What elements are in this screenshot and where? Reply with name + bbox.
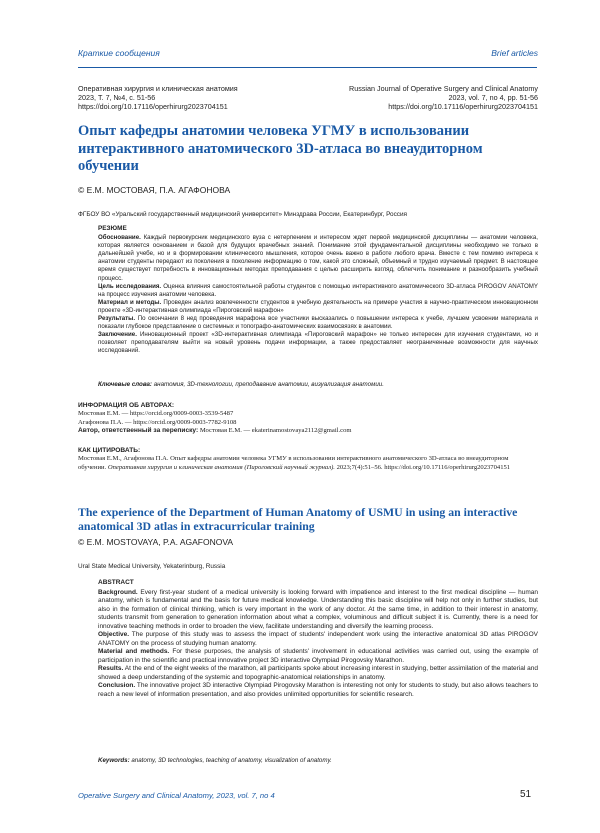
footer-journal: Operative Surgery and Clinical Anatomy, 2023, vol. 7, no 4 xyxy=(78,791,275,800)
header-divider xyxy=(78,67,537,68)
abstract-paragraph: Цель исследования. Оценка влияния самостоятельной работы студентов с помощью интерактивного анатомического 3D-атласа PIROGOV ANATOMY на процесс изучения анатомии человека. xyxy=(98,282,539,298)
article-title-ru: Опыт кафедры анатомии человека УГМУ в использовании интерактивного анатомического 3D-атласа во внеаудиторном обучении xyxy=(78,123,483,174)
journal-info-ru xyxy=(78,84,238,111)
abstract-paragraph: Conclusion. The innovative project 3D interactive Olympiad Pirogovsky Marathon is interesting not only for students to study, but also allows teachers to reach a new level of information presentation, and also provides unlimited opportunities for scientific research. xyxy=(98,682,538,698)
journal-issue-ru: 2023, Т. 7, №4, с. 51-56 xyxy=(78,93,156,102)
journal-doi-ru[interactable]: https://doi.org/10.17116/operhirurg2023704151 xyxy=(78,102,228,111)
affiliation-ru: ФГБОУ ВО «Уральский государственный медицинский университет» Минздрава России, Екатеринбург, Россия xyxy=(78,211,408,218)
keywords-en: Keywords: anatomy, 3D technologies, teaching of anatomy, visualization of anatomy. xyxy=(98,757,332,764)
authors-info xyxy=(78,402,538,436)
abstract-paragraph: Материал и методы. Проведен анализ вовлеченности студентов в учебную деятельность на примере участия в научно-практическом инновационном проекте «3D-интерактивная олимпиада «Пироговский марафон» xyxy=(98,298,538,314)
abstract-paragraph: Результаты. По окончании 8 нед проведения марафона все участники высказались о повышении интереса к учебе, лучшем усвоении материала и показали глубокое представление о системных и топографо-анатомических взаимосвязях в анатомии. xyxy=(98,315,538,331)
cite-header: КАК ЦИТИРОВАТЬ: xyxy=(78,447,141,454)
journal-doi-en[interactable]: https://doi.org/10.17116/operhirurg2023704151 xyxy=(388,102,538,111)
authors-info-header: ИНФОРМАЦИЯ ОБ АВТОРАХ: xyxy=(78,402,175,409)
keywords-ru: Ключевые слова: анатомия, 3D-технологии, преподавание анатомии, визуализация анатомии. xyxy=(98,381,384,388)
journal-info-en xyxy=(349,84,538,111)
affiliation-en: Ural State Medical University, Yekaterinburg, Russia xyxy=(78,563,226,570)
abstract-paragraph: Заключение. Инновационный проект «3D-интерактивная олимпиада «Пироговский марафон» не только интересен для изучения студентами, но и позволяет преподавателям выйти на новый уровень подачи информации, а также предоставляет неограниченные возможности для научных исследований. xyxy=(98,331,538,355)
abstract-header-en: ABSTRACT xyxy=(98,579,134,586)
abstract-paragraph: Обоснование. Каждый первокурсник медицинского вуза с нетерпением и интересом ждет первой медицинской дисциплины — анатомии человека, которая является основанием и базой для будущих врачебных знаний. Понимание этой фундаментальной дисциплины необходимо не только в дальнейшей учебе, но и в формировании клинического мышления, которое очень важно в работе любого врача. Вместе с тем помимо интереса к анатомии студенты передают из поколения в поколение информацию о том, какой это сложный, объемный и трудно изучаемый предмет. В настоящее время существует потребность в инновационных методах преподавания с целью расширить взгляд, облегчить понимание и разнообразить учебный процесс. xyxy=(98,234,538,282)
author-orcid: Агафонова П.А. — https://orcid.org/0009-0003-7782-9108 xyxy=(78,418,237,426)
abstract-ru xyxy=(98,225,538,356)
journal-issue-en: 2023, vol. 7, no 4, pp. 51-56 xyxy=(448,93,538,102)
section-label: Краткие сообщения xyxy=(78,48,160,58)
abstract-paragraph: Objective. The purpose of this study was to assess the impact of students' independent work using the interactive anatomical 3D atlas PIROGOV ANATOMY on the process of studying human anatomy. xyxy=(98,631,538,647)
page-number: 51 xyxy=(520,789,532,800)
corresponding-author: Автор, ответственный за переписку: Мостовая Е.М. — ekaterinamostovaya2112@gmail.com xyxy=(78,427,352,435)
authors-en: © E.M. MOSTOVAYA, P.A. AGAFONOVA xyxy=(78,537,234,547)
cite-block xyxy=(78,447,538,472)
citation: Мостовая Е.М., Агафонова П.А. Опыт кафедры анатомии человека УГМУ в использовании интерактивного анатомического 3D-атласа во внеаудиторном обучении. Оперативная хирургия и клиническая анатомия (Пироговский научный журнал). 2023;7(4):51–56. https://doi.org/10.17116/operhirurg2023704151 xyxy=(78,455,511,471)
section-label-en: Brief articles xyxy=(491,48,538,58)
journal-name-en: Russian Journal of Operative Surgery and Clinical Anatomy xyxy=(349,84,538,93)
abstract-paragraph: Background. Every first-year student of a medical university is looking forward with impatience and interest to the first medical discipline — human anatomy, which is fundamental and the basis for future medical knowledge. Understanding this basic discipline will help not only in further studies, but also in the formation of clinical thinking, which is very important in the work of any doctor. At the same time, in addition to their interest in anatomy, students transmit from generation to generation information about what a complex, voluminous and difficult subject it is. Currently, there is a need for innovative teaching methods in order to broaden the view, facilitate understanding and diversify the learning process. xyxy=(98,588,538,630)
abstract-header-ru: РЕЗЮМЕ xyxy=(98,225,127,232)
abstract-en xyxy=(98,579,538,699)
author-orcid: Мостовая Е.М. — https://orcid.org/0009-0003-3539-5487 xyxy=(78,410,234,418)
abstract-paragraph: Material and methods. For these purposes, the analysis of students' involvement in educational activities was carried out, using the example of participation in the scientific and practical innovative project 3D interactive Olympiad Pirogovsky Marathon. xyxy=(98,648,538,664)
article-title-en: The experience of the Department of Human Anatomy of USMU in using an interactive anatomical 3D atlas in extracurricular training xyxy=(78,505,518,534)
journal-name-ru: Оперативная хирургия и клиническая анатомия xyxy=(78,84,238,93)
authors-ru: © Е.М. МОСТОВАЯ, П.А. АГАФОНОВА xyxy=(78,185,231,195)
abstract-paragraph: Results. At the end of the eight weeks of the marathon, all participants spoke about increasing interest in studying, better assimilation of the material and showed a deep understanding of the systemic and topographic-anatomical relationships in anatomy. xyxy=(98,665,538,681)
